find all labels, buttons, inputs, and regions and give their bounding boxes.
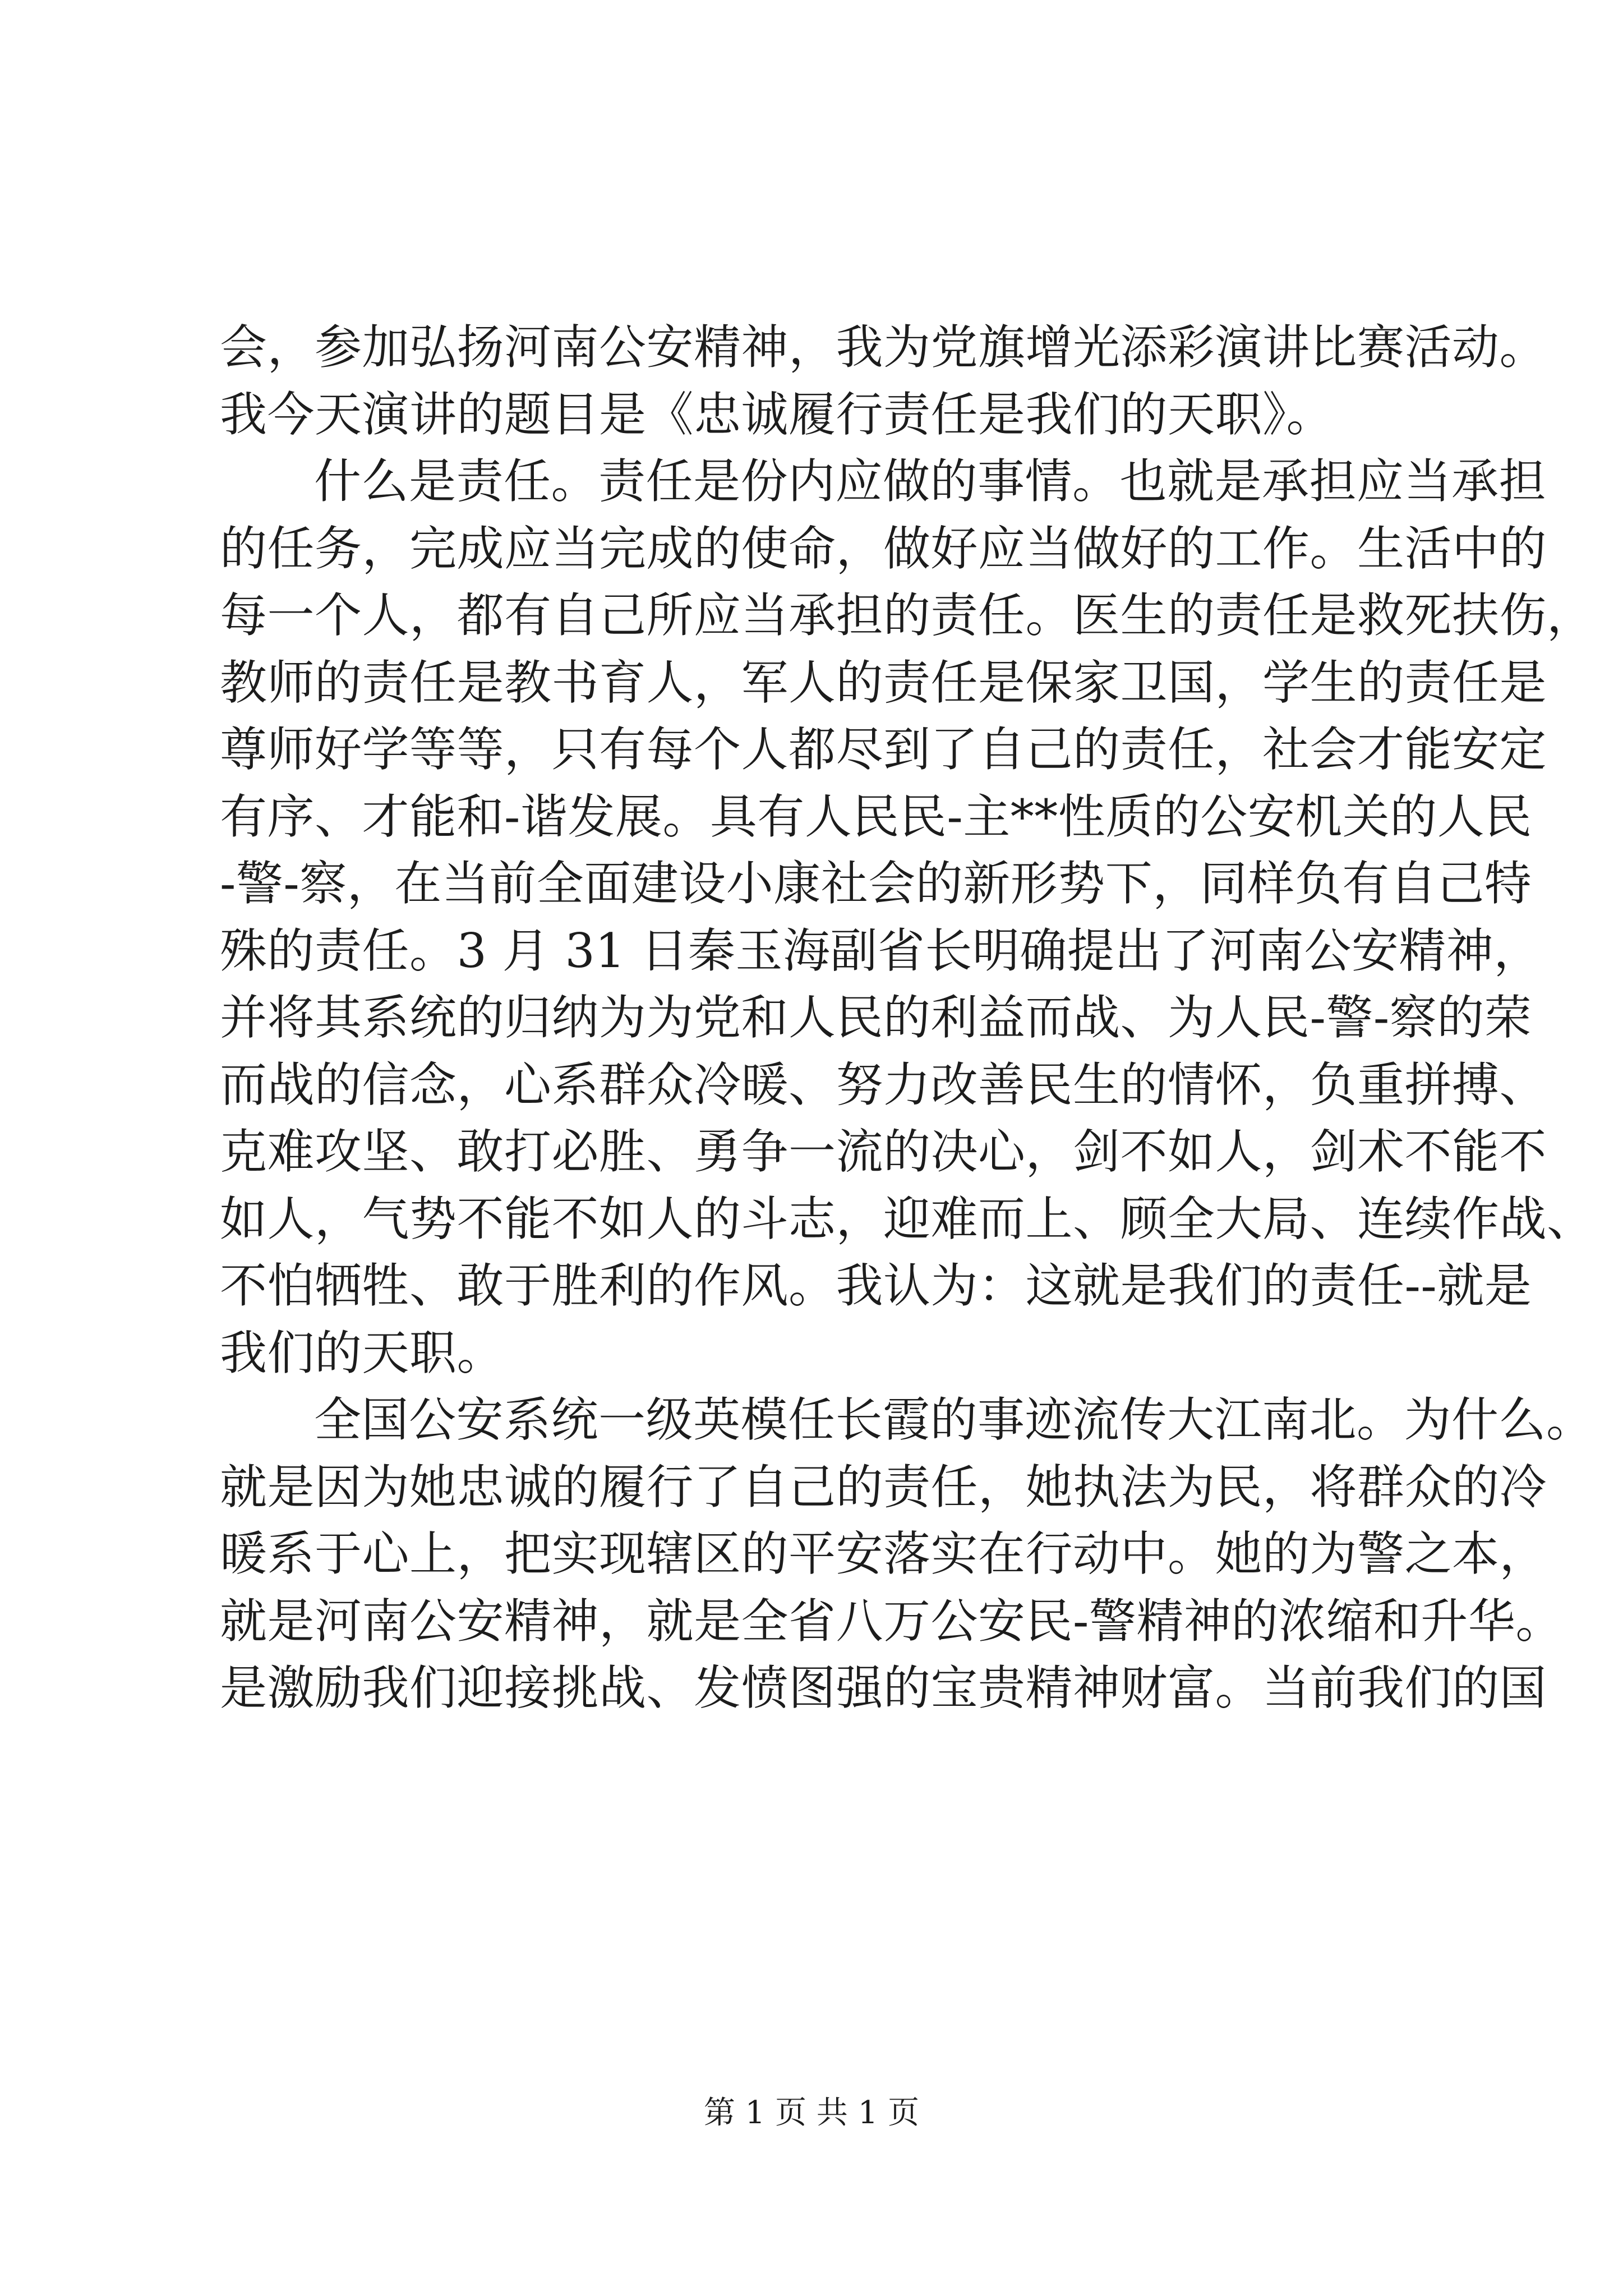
page-footer: 第 1 页 共 1 页 — [703, 2095, 920, 2131]
text-line: 的任务，完成应当完成的使命，做好应当做好的工作。生活中的 — [220, 521, 1547, 576]
text-line: 是激励我们迎接挑战、发愤图强的宝贵精神财富。当前我们的国 — [220, 1660, 1547, 1715]
text-line: 会，参加弘扬河南公安精神，我为党旗增光添彩演讲比赛活动。 — [220, 320, 1547, 375]
text-line: 就是河南公安精神，就是全省八万公安民-警精神的浓缩和升华。 — [220, 1593, 1563, 1649]
text-line: 什么是责任。责任是份内应做的事情。也就是承担应当承担 — [314, 454, 1547, 509]
text-line: 殊的责任。3 月 31 日秦玉海副省长明确提出了河南公安精神， — [220, 923, 1541, 978]
text-line: 全国公安系统一级英模任长霞的事迹流传大江南北。为什么。 — [314, 1392, 1594, 1447]
text-line: 我们的天职。 — [220, 1325, 505, 1381]
text-line: 有序、才能和-谐发展。具有人民民-主**性质的公安机关的人民 — [220, 789, 1532, 844]
text-line: 暖系于心上，把实现辖区的平安落实在行动中。她的为警之本， — [220, 1526, 1547, 1581]
text-line: 克难攻坚、敢打必胜、勇争一流的决心，剑不如人，剑术不能不 — [220, 1124, 1547, 1179]
text-line: 每一个人，都有自己所应当承担的责任。医生的责任是救死扶伤， — [220, 588, 1594, 643]
document-body — [220, 314, 1594, 1722]
text-line: 教师的责任是教书育人，军人的责任是保家卫国，学生的责任是 — [220, 655, 1547, 710]
text-line: 而战的信念，心系群众冷暖、努力改善民生的情怀，负重拼搏、 — [220, 1057, 1547, 1112]
text-line: 如人，气势不能不如人的斗志，迎难而上、顾全大局、连续作战、 — [220, 1191, 1594, 1246]
text-line: 我今天演讲的题目是《忠诚履行责任是我们的天职》。 — [220, 386, 1334, 442]
text-line: 尊师好学等等，只有每个人都尽到了自己的责任，社会才能安定 — [220, 722, 1547, 777]
text-line: 不怕牺牲、敢于胜利的作风。我认为：这就是我们的责任--就是 — [220, 1258, 1532, 1313]
text-line: -警-察，在当前全面建设小康社会的新形势下，同样负有自己特 — [220, 856, 1532, 911]
text-line: 就是因为她忠诚的履行了自己的责任，她执法为民，将群众的冷 — [220, 1459, 1547, 1515]
text-line: 并将其系统的归纳为为党和人民的利益而战、为人民-警-察的荣 — [220, 990, 1532, 1045]
